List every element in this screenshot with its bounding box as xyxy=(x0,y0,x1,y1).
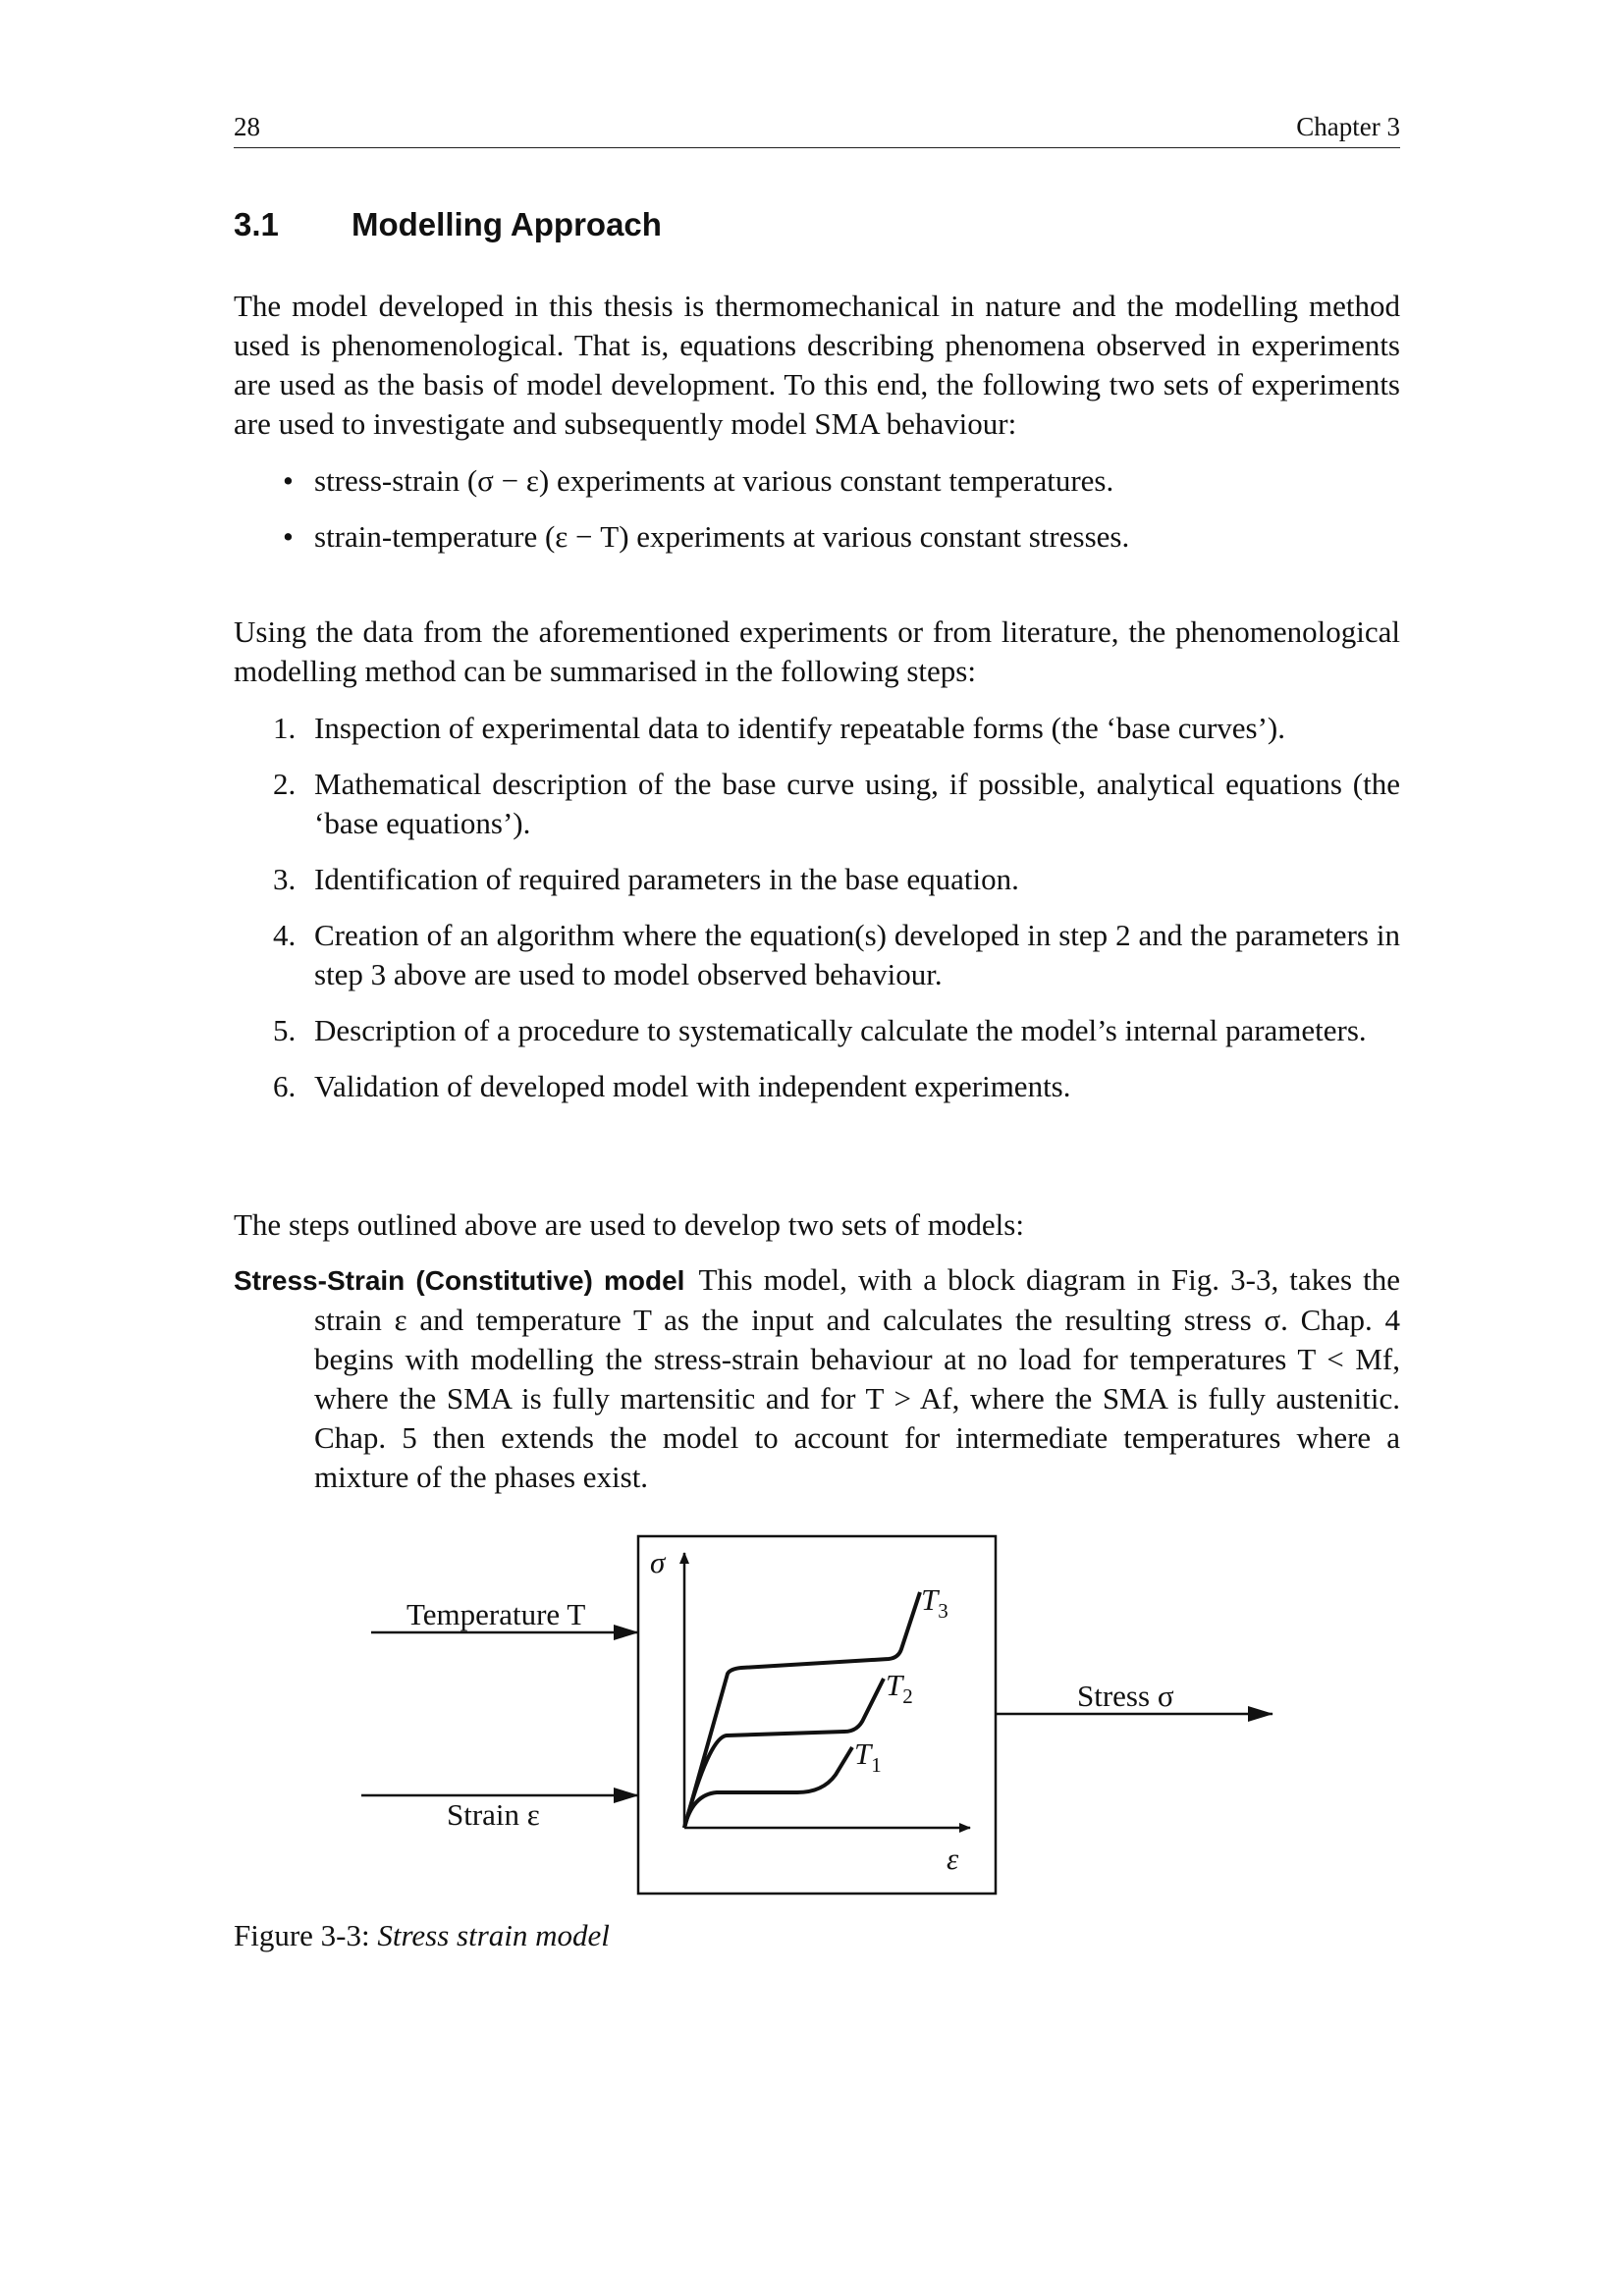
curve-label-t2: $T_2$ xyxy=(886,1668,913,1708)
chapter-label: Chapter 3 xyxy=(1296,112,1400,141)
curve-label-t3: $T_3$ xyxy=(921,1582,948,1623)
bullet-icon: • xyxy=(283,463,294,498)
list-item: • strain-temperature (ε − T) experiments at various constant stresses. xyxy=(234,517,1400,557)
caption-text: Stress strain model xyxy=(377,1918,610,1952)
list-item: 5. Description of a procedure to systematically calculate the model’s internal parameters. xyxy=(273,1013,1367,1047)
bullet-icon: • xyxy=(283,519,294,554)
list-item: 4. Creation of an algorithm where the equation(s) developed in step 2 and the parameters in step 3 above are used to model observed behaviour. xyxy=(273,918,1400,991)
stress-output-label: Stress σ xyxy=(1077,1679,1174,1713)
temperature-input-label: Temperature T xyxy=(406,1597,586,1631)
figure-caption xyxy=(234,1918,610,1953)
curve-label-t1: $T_1$ xyxy=(854,1736,882,1777)
strain-input-label: Strain ε xyxy=(447,1797,540,1832)
description-text: This model, with a block diagram in Fig. 3-3, takes the strain ε and temperature T as the input and calculates the resulting stress σ. Chap. 4 begins with modelling the stress-strain behaviour at no load for temperatures T < Mf, where the SMA is fully martensitic and for T > Af, where the SMA is fully austenitic. Chap. 5 then extends the model to account for intermediate temperatures where a mixture of the phases exist. xyxy=(314,1262,1400,1494)
section-title: Modelling Approach xyxy=(352,206,662,242)
model-block xyxy=(638,1536,996,1894)
caption-label: Figure 3-3: xyxy=(234,1918,370,1952)
list-item: 6. Validation of developed model with independent experiments. xyxy=(273,1069,1071,1103)
curve-t1 xyxy=(684,1747,852,1828)
section-number: 3.1 xyxy=(234,206,279,242)
y-axis-label: σ xyxy=(650,1545,666,1579)
description-term: Stress-Strain (Constitutive) model xyxy=(234,1265,685,1296)
paragraph-method: Using the data from the aforementioned experiments or from literature, the phenomenological modelling method can be summarised in the following steps: xyxy=(234,614,1400,688)
list-item: • stress-strain (σ − ε) experiments at various constant temperatures. xyxy=(234,461,1400,501)
list-item: 1. Inspection of experimental data to identify repeatable forms (the ‘base curves’). xyxy=(273,711,1286,745)
paragraph-intro: The model developed in this thesis is thermomechanical in nature and the modelling method used is phenomenological. That is, equations describing phenomena observed in experiments are used as the basis of model development. To this end, the following two sets of experiments are used to investigate and subsequently model SMA behaviour: xyxy=(234,289,1400,441)
list-item: 3. Identification of required parameters in the base equation. xyxy=(273,862,1019,896)
list-item: 2. Mathematical description of the base curve using, if possible, analytical equations (the ‘base equations’). xyxy=(273,767,1400,840)
paragraph-models: The steps outlined above are used to develop two sets of models: xyxy=(234,1207,1024,1242)
page-number: 28 xyxy=(234,112,260,141)
x-axis-label: ε xyxy=(947,1842,959,1876)
